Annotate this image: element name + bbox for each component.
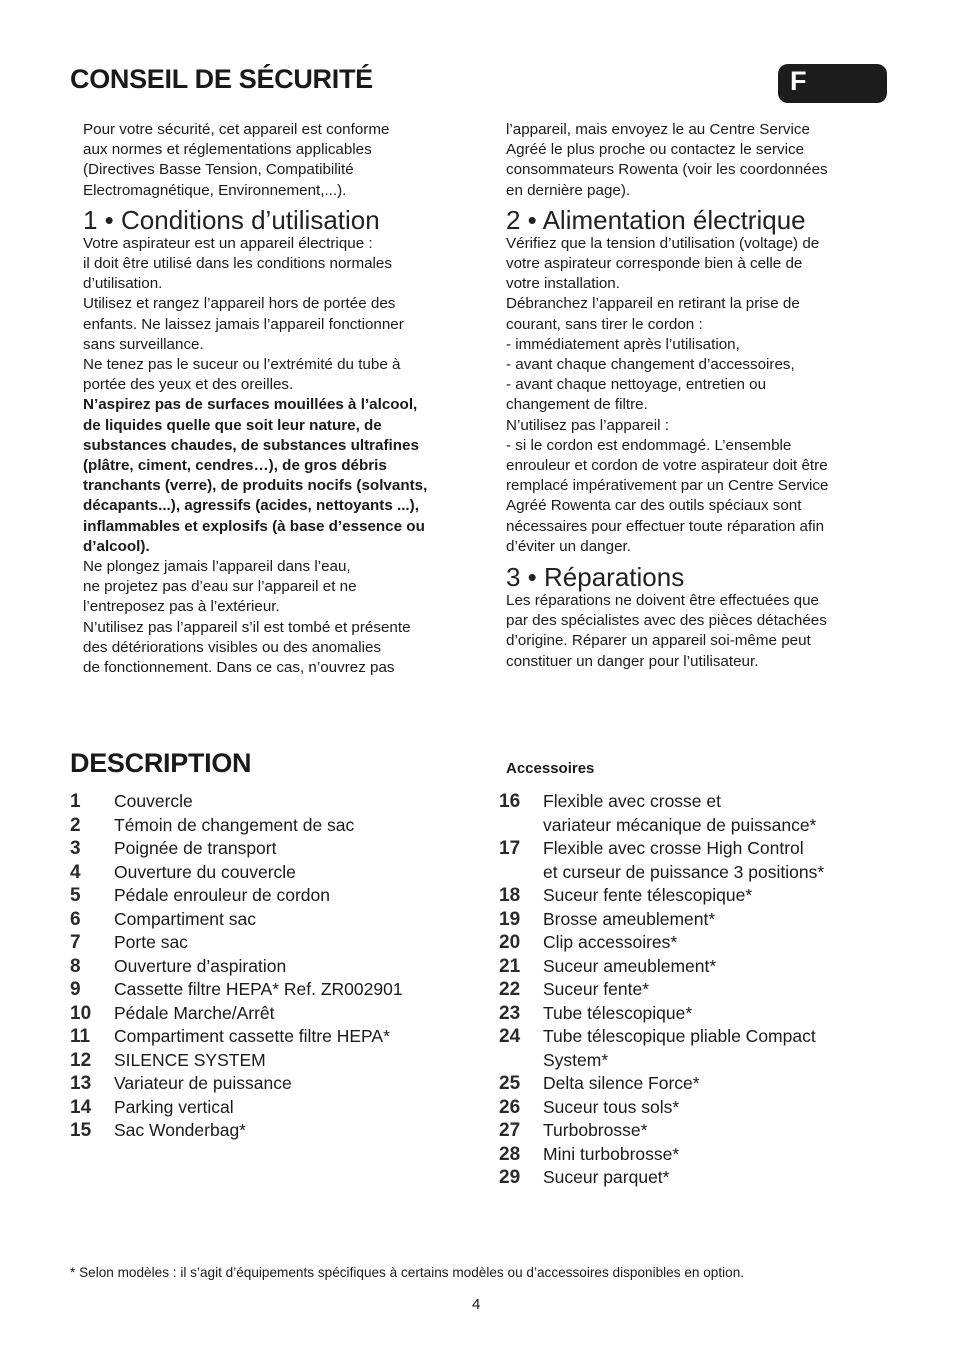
list-item (70, 1119, 470, 1143)
continued-text (506, 120, 901, 201)
list-item (499, 1119, 909, 1143)
section-2-text (506, 234, 901, 557)
intro-text (83, 120, 473, 201)
section-1-title: 1 • Conditions d’utilisation (83, 204, 380, 235)
item-label (543, 1002, 909, 1026)
safety-left-column (83, 120, 473, 678)
item-number: 20 (499, 932, 521, 953)
list-item (499, 1096, 909, 1120)
item-number: 16 (499, 791, 521, 812)
list-item (70, 1002, 470, 1026)
text-line: des détériorations visibles ou des anomalies (83, 638, 382, 656)
item-label (114, 931, 470, 955)
safety-right-column (506, 120, 901, 672)
text-line: enrouleur et cordon de votre aspirateur doit être (506, 457, 828, 475)
item-number: 14 (70, 1096, 92, 1118)
accessories-title: Accessoires (506, 760, 595, 777)
intro-line: Electromagnétique, Environnement,...). (83, 181, 347, 199)
item-label (114, 837, 470, 861)
item-number: 13 (70, 1073, 92, 1094)
item-label-line: Suceur fente télescopique* (543, 885, 753, 905)
text-line: l’appareil, mais envoyez le au Centre Service (506, 121, 810, 138)
item-label (114, 1025, 470, 1049)
list-item (70, 837, 470, 861)
list-item (70, 884, 470, 908)
item-label (114, 790, 470, 814)
item-label-line: Ouverture d’aspiration (114, 955, 287, 976)
item-number: 12 (70, 1049, 92, 1071)
language-tab (778, 64, 887, 103)
list-item (499, 978, 909, 1002)
item-number: 17 (499, 838, 521, 859)
warning-line: décapants...), agressifs (acides, nettoyants ...), (83, 497, 419, 515)
item-label-line: System* (543, 1049, 609, 1070)
item-label (114, 908, 470, 932)
item-label (114, 884, 470, 908)
warning-line: substances chaudes, de substances ultrafines (83, 436, 419, 454)
accessories-list (499, 790, 909, 1190)
item-number: 3 (70, 838, 81, 859)
text-line: remplacé impérativement par un Centre Service (506, 477, 829, 495)
item-label-line: Flexible avec crosse High Control (543, 838, 804, 858)
list-item (70, 1049, 470, 1073)
list-item (70, 790, 470, 814)
item-number: 11 (70, 1026, 91, 1047)
item-label-line: Pédale enrouleur de cordon (114, 885, 330, 905)
text-line: Agréé le plus proche ou contactez le service (506, 141, 805, 159)
list-item (70, 908, 470, 932)
item-number: 2 (70, 814, 81, 836)
item-label (114, 1096, 470, 1120)
text-line: de fonctionnement. Dans ce cas, n’ouvrez pas (83, 659, 395, 677)
text-line: votre installation. (506, 275, 620, 293)
text-line: en dernière page). (506, 181, 631, 199)
text-line: consommateurs Rowenta (voir les coordonnées (506, 161, 828, 179)
item-number: 8 (70, 955, 81, 977)
list-item (499, 931, 909, 955)
description-title: DESCRIPTION (70, 748, 252, 778)
item-label (114, 955, 470, 979)
text-line: Utilisez et rangez l’appareil hors de portée des (83, 295, 396, 313)
list-item (499, 1002, 909, 1026)
warning-line: inflammables et explosifs (à base d’essence ou (83, 517, 425, 535)
item-label-line: Mini turbobrosse* (543, 1143, 680, 1164)
language-tab-label: F (790, 66, 807, 96)
list-item (70, 931, 470, 955)
text-line: - si le cordon est endommagé. L’ensemble (506, 436, 792, 454)
item-label-line: Couvercle (114, 791, 193, 811)
item-number: 5 (70, 885, 81, 906)
text-line: il doit être utilisé dans les conditions normales (83, 255, 392, 273)
text-line: Votre aspirateur est un appareil électrique : (83, 234, 373, 252)
item-label-line: Porte sac (114, 932, 188, 952)
item-label (114, 1049, 470, 1073)
item-label-line: Flexible avec crosse et (543, 791, 721, 811)
item-label-line: Cassette filtre HEPA* Ref. ZR002901 (114, 979, 403, 999)
list-item (499, 955, 909, 979)
text-line: - avant chaque nettoyage, entretien ou (506, 376, 767, 394)
text-line: Ne tenez pas le suceur ou l’extrémité du tube à (83, 356, 401, 374)
text-line: votre aspirateur corresponde bien à celle de (506, 255, 803, 273)
text-line: - avant chaque changement d’accessoires, (506, 356, 795, 374)
item-label-line: Delta silence Force* (543, 1073, 700, 1093)
list-item (70, 978, 470, 1002)
item-label (543, 790, 909, 837)
warning-line: (plâtre, ciment, cendres…), de gros débris (83, 457, 387, 475)
text-line: enfants. Ne laissez jamais l’appareil fonctionner (83, 315, 404, 333)
item-label-line: Variateur de puissance (114, 1073, 292, 1093)
item-number: 7 (70, 932, 81, 953)
section-2-title: 2 • Alimentation électrique (506, 204, 806, 235)
item-number: 23 (499, 1002, 521, 1024)
item-label-line: Tube télescopique pliable Compact (543, 1026, 816, 1046)
list-item (70, 955, 470, 979)
item-label-line: Suceur ameublement* (543, 955, 717, 976)
item-number: 21 (499, 955, 521, 977)
item-label (543, 884, 909, 908)
text-line: courant, sans tirer le cordon : (506, 315, 703, 333)
item-label-line: SILENCE SYSTEM (114, 1049, 266, 1070)
item-label-line: Suceur tous sols* (543, 1096, 680, 1117)
list-item (499, 1072, 909, 1096)
text-line: - immédiatement après l’utilisation, (506, 335, 740, 353)
item-label (114, 861, 470, 885)
text-line: Agréé Rowenta car des outils spéciaux sont (506, 497, 802, 515)
item-label (543, 1072, 909, 1096)
item-label (543, 1119, 909, 1143)
item-label (543, 955, 909, 979)
item-label (543, 908, 909, 932)
warning-line: N’aspirez pas de surfaces mouillées à l’alcool, (83, 396, 418, 414)
item-label-line: Tube télescopique* (543, 1002, 693, 1023)
text-line: d’utilisation. (83, 275, 163, 293)
section-3-text (506, 591, 901, 672)
text-line: d’éviter un danger. (506, 537, 631, 555)
text-line: N’utilisez pas l’appareil s’il est tombé et présente (83, 618, 411, 636)
item-number: 15 (70, 1120, 92, 1141)
item-number: 6 (70, 908, 81, 930)
list-item (499, 1143, 909, 1167)
item-number: 25 (499, 1073, 521, 1094)
item-label (543, 1096, 909, 1120)
page-title: CONSEIL DE SÉCURITÉ (70, 64, 373, 94)
parts-list (70, 790, 470, 1143)
item-number: 10 (70, 1002, 92, 1024)
section-1-text (83, 234, 473, 678)
list-item (70, 1096, 470, 1120)
list-item (499, 837, 909, 884)
warning-line: tranchants (verre), de produits nocifs (solvants, (83, 477, 428, 495)
item-label-line: Clip accessoires* (543, 932, 678, 952)
list-item (70, 814, 470, 838)
item-label-line: Parking vertical (114, 1096, 234, 1117)
list-item (70, 1072, 470, 1096)
text-line: ne projetez pas d’eau sur l’appareil et ne (83, 578, 357, 596)
list-item (70, 861, 470, 885)
item-label (114, 978, 470, 1002)
text-line: nécessaires pour effectuer toute réparation afin (506, 517, 825, 535)
text-line: d’origine. Réparer un appareil soi-même peut (506, 632, 811, 650)
item-label (543, 931, 909, 955)
item-label-line: Poignée de transport (114, 838, 277, 858)
item-label-line: Suceur parquet* (543, 1167, 670, 1187)
intro-line: Pour votre sécurité, cet appareil est conforme (83, 121, 390, 138)
list-item (499, 1166, 909, 1190)
warning-line: de liquides quelle que soit leur nature, de (83, 416, 382, 434)
item-number: 1 (70, 791, 81, 812)
item-label-line: Suceur fente* (543, 979, 650, 999)
section-3-title: 3 • Réparations (506, 562, 685, 593)
list-item (499, 1025, 909, 1072)
item-number: 22 (499, 979, 521, 1000)
item-label-line: Compartiment sac (114, 908, 256, 929)
item-label-line: Turbobrosse* (543, 1120, 648, 1140)
list-item (499, 884, 909, 908)
list-item (499, 790, 909, 837)
list-item (499, 908, 909, 932)
intro-line: (Directives Basse Tension, Compatibilité (83, 161, 354, 179)
item-label-line: Brosse ameublement* (543, 908, 716, 929)
item-label (543, 1143, 909, 1167)
text-line: l’entreposez pas à l’extérieur. (83, 598, 280, 616)
item-label-line: Témoin de changement de sac (114, 814, 355, 835)
item-number: 29 (499, 1167, 521, 1188)
text-line: changement de filtre. (506, 396, 648, 414)
item-label (114, 1002, 470, 1026)
item-label (114, 1072, 470, 1096)
item-label (114, 1119, 470, 1143)
page-number: 4 (472, 1296, 481, 1313)
item-label-line: Compartiment cassette filtre HEPA* (114, 1026, 390, 1046)
item-label (114, 814, 470, 838)
intro-line: aux normes et réglementations applicables (83, 141, 372, 159)
item-number: 9 (70, 979, 81, 1000)
footnote: * Selon modèles : il s’agit d’équipements spécifiques à certains modèles ou d’accessoires disponibles en option. (70, 1265, 745, 1280)
text-line: Débranchez l’appareil en retirant la prise de (506, 295, 800, 313)
item-label-line: Sac Wonderbag* (114, 1120, 246, 1140)
item-label-line: Ouverture du couvercle (114, 861, 296, 882)
item-number: 24 (499, 1026, 521, 1047)
warning-line: d’alcool). (83, 537, 150, 555)
text-line: portée des yeux et des oreilles. (83, 376, 294, 394)
item-number: 19 (499, 908, 521, 930)
item-label-line: Pédale Marche/Arrêt (114, 1002, 275, 1023)
item-label (543, 837, 909, 884)
item-number: 4 (70, 861, 81, 883)
text-line: N’utilisez pas l’appareil : (506, 416, 669, 434)
item-label (543, 1166, 909, 1190)
text-line: Ne plongez jamais l’appareil dans l’eau, (83, 558, 351, 576)
text-line: sans surveillance. (83, 335, 204, 353)
item-label-line: et curseur de puissance 3 positions* (543, 861, 825, 882)
item-number: 26 (499, 1096, 521, 1118)
text-line: Les réparations ne doivent être effectuées que (506, 592, 819, 610)
text-line: constituer un danger pour l’utilisateur. (506, 652, 759, 670)
text-line: par des spécialistes avec des pièces détachées (506, 612, 827, 630)
item-number: 28 (499, 1143, 521, 1165)
item-label (543, 1025, 909, 1072)
item-label-line: variateur mécanique de puissance* (543, 814, 817, 835)
text-line: Vérifiez que la tension d’utilisation (voltage) de (506, 234, 820, 252)
item-number: 27 (499, 1120, 521, 1141)
list-item (70, 1025, 470, 1049)
item-label (543, 978, 909, 1002)
item-number: 18 (499, 885, 521, 906)
